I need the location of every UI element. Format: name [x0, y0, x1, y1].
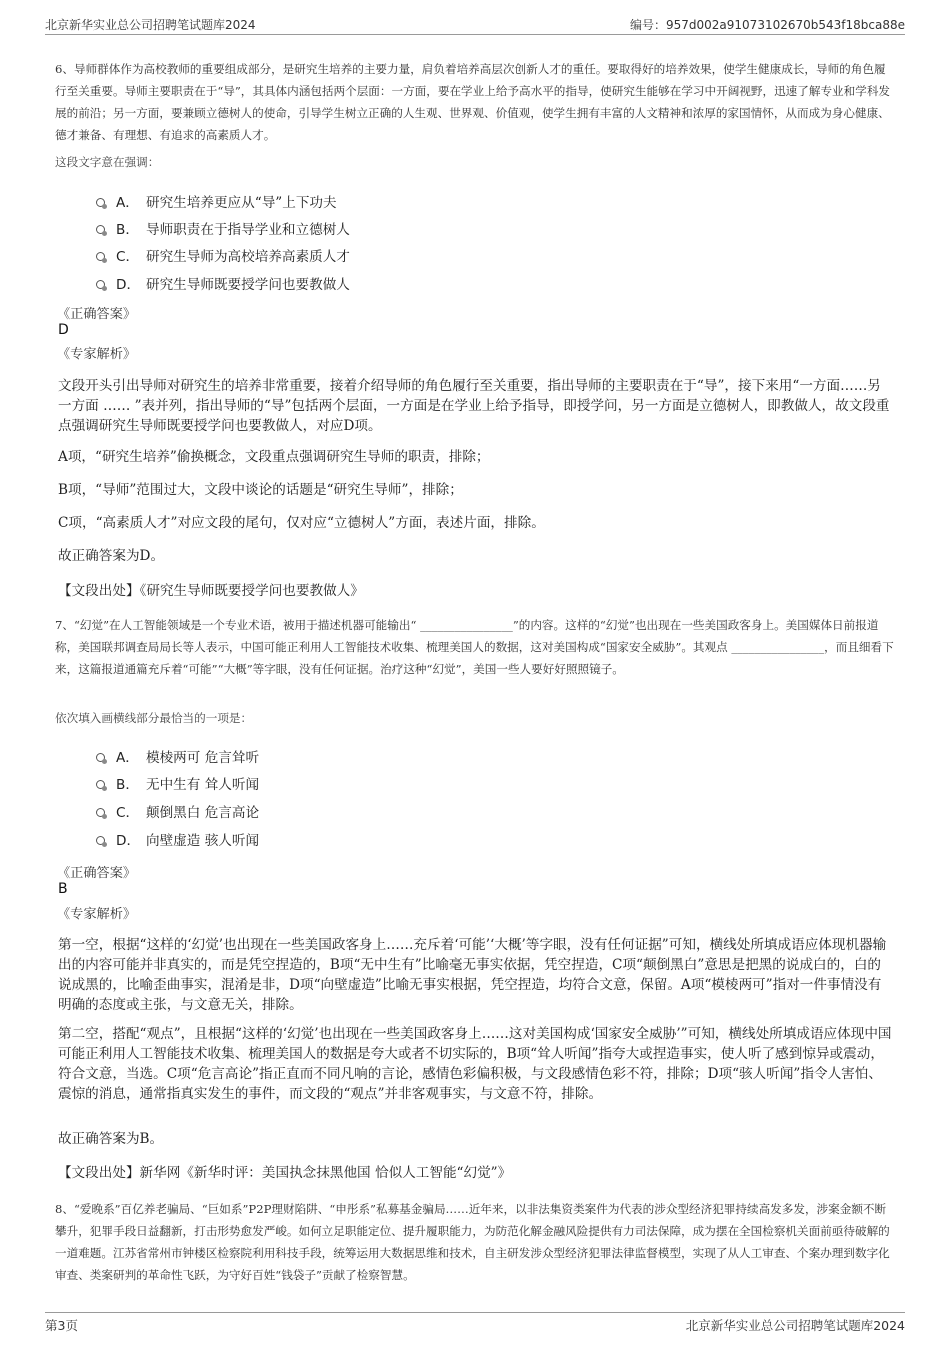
radio-icon[interactable] [96, 252, 105, 261]
q7-analysis-paragraph: 第一空，根据“这样的‘幻觉’也出现在一些美国政客身上……充斥着‘可能’‘大概’等字眼，没有任何证据”可知，横线处所填成语应体现机器输出的内容可能并非真实的，而是凭空捏造的，B项“无中生有”比喻毫无事实依据，凭空捏造，C项“颠倒黑白”意思是把黑的说成白的，白的说成黑的，比喻歪曲事实，混淆是非，D项“向壁虚造”比喻无事实根据，凭空捏造，均符合文意，保留。A项“模棱两可”指对一件事情没有明确的态度或主张，与文意无关，排除。 [58, 937, 887, 1013]
q7-option-a[interactable] [96, 746, 259, 766]
q7-option-d[interactable] [96, 829, 259, 849]
option-letter: C． [116, 249, 140, 265]
option-text: 研究生培养更应从“导”上下功夫 [146, 195, 337, 211]
q6-option-d[interactable] [96, 273, 350, 293]
option-letter: D． [116, 833, 141, 849]
question-8-text: 8、“爱晚系”百亿养老骗局、“巨如系”P2P理财陷阱、“申彤系”私募基金骗局……近年来，以非法集资类案件为代表的涉众型经济犯罪持续高发多发，涉案金额不断攀升，犯罪手段日益翻新，打击形势愈发严峻。如何立足职能定位、提升履职能力，为防范化解金融风险提供有力司法保障，成为摆在全国检察机关面前亟待破解的一道难题。江苏省常州市钟楼区检察院利用科技手段，统筹运用大数据思维和技术，自主研发涉众型经济犯罪法律监督模型，实现了从人工审查、个案办理到数字化审查、类案研判的革命性飞跃，为守好百姓“钱袋子”贡献了检察智慧。 [55, 1202, 890, 1282]
q6-analysis-paragraph: C项，“高素质人才”对应文段的尾句，仅对应“立德树人”方面，表述片面，排除。 [58, 515, 545, 531]
q6-analysis-paragraph: B项，“导师”范围过大，文段中谈论的话题是“研究生导师”，排除； [58, 482, 463, 498]
option-text: 导师职责在于指导学业和立德树人 [146, 222, 350, 238]
q6-option-a[interactable] [96, 191, 337, 211]
q7-analysis-heading: 《专家解析》 [57, 907, 137, 922]
q6-analysis-paragraph: 文段开头引出导师对研究生的培养非常重要，接着介绍导师的角色履行至关重要，指出导师的主要职责在于“导”，接下来用“一方面……另一方面 …… ”表并列，指出导师的“导”包括两个层面，一方面是在学业上给予指导，即授学问，另一方面是立德树人，即教做人，故文段重点强调研究生导师既要授学问也要教做人，对应D项。 [58, 378, 890, 434]
option-text: 颠倒黑白 危言高论 [146, 805, 260, 821]
q6-answer: D [58, 322, 69, 338]
q6-source: 【文段出处】《研究生导师既要授学问也要教做人》 [58, 583, 364, 599]
header-title: 北京新华实业总公司招聘笔试题库2024 [45, 18, 256, 32]
q7-answer: B [58, 881, 68, 897]
radio-icon[interactable] [96, 280, 105, 289]
option-text: 模棱两可 危言耸听 [146, 750, 260, 766]
page-number: 第3页 [45, 1318, 78, 1333]
q7-answer-heading: 《正确答案》 [57, 866, 137, 881]
option-text: 无中生有 耸人听闻 [146, 777, 260, 793]
option-letter: B． [116, 777, 139, 793]
question-7-text: 7、“幻觉”在人工智能领域是一个专业术语，被用于描述机器可能输出“ ________________”的内容。这样的“幻觉”也出现在一些美国政客身上。美国媒体日前报道称，美国联邦调查局局长等人表示，中国可能正利用人工智能技术收集、梳理美国人的数据，这对美国构成“国家安全威胁”。其观点 ________________，而且细看下来，这篇报道通篇充斥着“可能”“大概”等字眼，没有任何证据。治疗这种“幻觉”，美国一些人要好好照照镜子。 [55, 618, 894, 676]
q6-analysis-paragraph: A项，“研究生培养”偷换概念，文段重点强调研究生导师的职责，排除； [58, 449, 490, 465]
q7-option-c[interactable] [96, 801, 259, 821]
radio-icon[interactable] [96, 780, 105, 789]
question-6-text: 6、导师群体作为高校教师的重要组成部分，是研究生培养的主要力量，肩负着培养高层次创新人才的重任。要取得好的培养效果，使学生健康成长，导师的角色履行至关重要。导师主要职责在于“导”，其具体内涵包括两个层面：一方面，要在学业上给予高水平的指导，使研究生能够在学习中开阔视野，迅速了解专业和学科发展的前沿；另一方面，要兼顾立德树人的使命，引导学生树立正确的人生观、世界观、价值观，使学生拥有丰富的人文精神和浓厚的家国情怀，从而成为身心健康、德才兼备、有理想、有追求的高素质人才。 [55, 62, 891, 142]
header-doc-id: 编号：957d002a91073102670b543f18bca88e [630, 18, 905, 32]
q6-analysis-heading: 《专家解析》 [57, 347, 137, 362]
option-letter: A． [116, 195, 139, 211]
q6-option-c[interactable] [96, 245, 350, 265]
q6-option-b[interactable] [96, 218, 350, 238]
option-letter: A． [116, 750, 139, 766]
option-text: 研究生导师为高校培养高素质人才 [146, 249, 350, 265]
radio-icon[interactable] [96, 836, 105, 845]
option-letter: C． [116, 805, 140, 821]
question-6-stem: 这段文字意在强调： [55, 155, 160, 169]
page-header [45, 14, 905, 35]
q7-analysis-paragraph: 故正确答案为B。 [58, 1131, 164, 1147]
q7-option-b[interactable] [96, 773, 259, 793]
radio-icon[interactable] [96, 753, 105, 762]
option-letter: B． [116, 222, 139, 238]
q6-answer-heading: 《正确答案》 [57, 307, 137, 322]
footer-title: 北京新华实业总公司招聘笔试题库2024 [685, 1318, 905, 1333]
page-footer [45, 1312, 905, 1335]
question-7-stem: 依次填入画横线部分最恰当的一项是： [55, 711, 253, 725]
q7-analysis-paragraph: 第二空，搭配“观点”，且根据“这样的‘幻觉’也出现在一些美国政客身上……这对美国构成‘国家安全威胁’”可知，横线处所填成语应体现中国可能正利用人工智能技术收集、梳理美国人的数据是夸大或者不切实际的，B项“耸人听闻”指夸大或捏造事实，使人听了感到惊异或震动，符合文意，当选。C项“危言高论”指正直而不同凡响的言论，感情色彩偏积极，与文段感情色彩不符，排除；D项“骇人听闻”指令人害怕、震惊的消息，通常指真实发生的事件，而文段的“观点”并非客观事实，与文意不符，排除。 [58, 1026, 892, 1102]
radio-icon[interactable] [96, 808, 105, 817]
q7-source: 【文段出处】新华网《新华时评：美国执念抹黑他国 恰似人工智能“幻觉”》 [58, 1165, 512, 1181]
option-text: 研究生导师既要授学问也要教做人 [146, 277, 350, 293]
option-text: 向壁虚造 骇人听闻 [146, 833, 260, 849]
radio-icon[interactable] [96, 198, 105, 207]
q6-analysis-paragraph: 故正确答案为D。 [58, 548, 165, 564]
radio-icon[interactable] [96, 225, 105, 234]
option-letter: D． [116, 277, 141, 293]
